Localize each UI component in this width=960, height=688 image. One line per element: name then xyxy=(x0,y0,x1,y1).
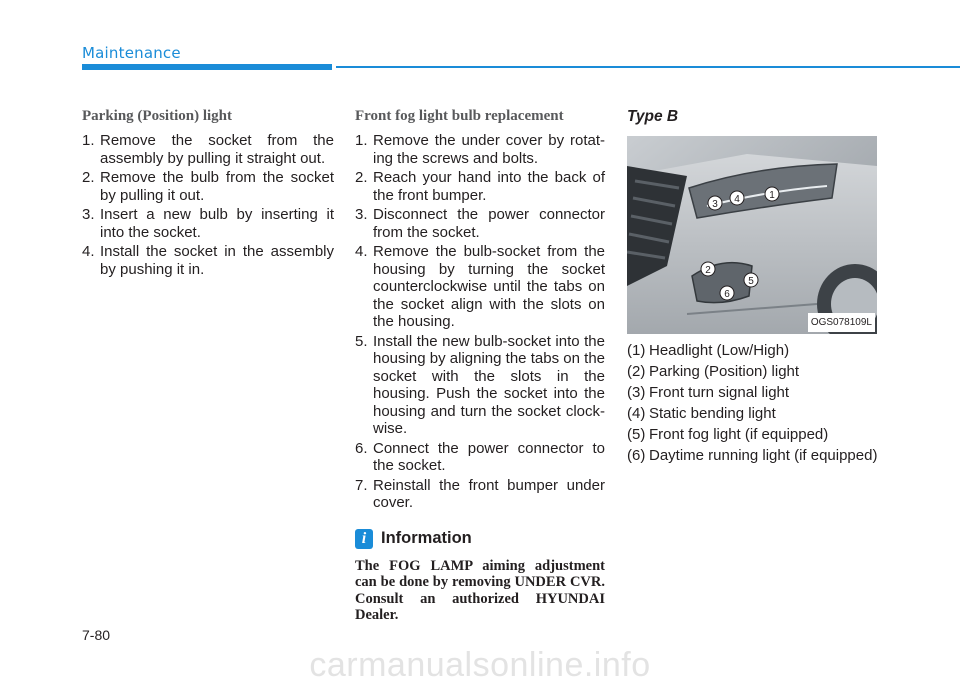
callout-4 xyxy=(730,191,744,205)
callout-2 xyxy=(701,262,715,276)
car-front-illustration xyxy=(627,136,877,334)
legend-number: (6) xyxy=(627,447,646,464)
step-text: Reinstall the front bumper under cover. xyxy=(373,476,605,511)
page-number: 7-80 xyxy=(82,627,111,643)
information-header xyxy=(355,528,605,550)
legend-text: Daytime running light (if equipped) xyxy=(649,447,878,464)
step-number: 2. xyxy=(355,169,368,186)
section-title: Maintenance xyxy=(82,44,181,62)
step-text: Reach your hand into the back of the front bumper. xyxy=(373,169,605,204)
legend-text: Parking (Position) light xyxy=(649,363,800,380)
step-number: 6. xyxy=(355,439,368,457)
column-fog-light xyxy=(355,108,605,624)
callout-1 xyxy=(765,187,779,201)
step-number: 4. xyxy=(82,243,95,260)
legend-number: (1) xyxy=(627,342,646,359)
list-item xyxy=(627,363,887,381)
information-title: Information xyxy=(381,528,472,547)
parking-light-heading: Parking (Position) light xyxy=(82,108,233,124)
list-item xyxy=(82,243,334,278)
step-number: 1. xyxy=(355,132,368,149)
image-code: OGS078109L xyxy=(808,313,875,333)
svg-text:5: 5 xyxy=(748,276,754,287)
callout-5 xyxy=(744,273,758,287)
list-item xyxy=(355,169,605,204)
step-text: Remove the socket from the assembly by pulling it straight out. xyxy=(100,132,334,167)
callout-3 xyxy=(708,196,722,210)
list-item xyxy=(355,333,605,438)
step-text: Install the new bulb-socket into the housing by aligning the tabs on the socket with the slots in the housing. Push the socket into the housing and turn the socket clock-wise. xyxy=(373,332,605,437)
info-icon: i xyxy=(355,529,373,549)
step-text: Remove the bulb from the socket by pulling it out. xyxy=(100,169,334,204)
fog-light-heading: Front fog light bulb replacement xyxy=(355,108,564,124)
column-parking-light xyxy=(82,108,334,280)
step-number: 4. xyxy=(355,243,368,260)
list-item xyxy=(627,384,887,402)
fog-light-steps xyxy=(355,132,605,512)
step-number: 3. xyxy=(355,206,368,223)
step-number: 3. xyxy=(82,206,95,223)
legend-text: Front fog light (if equipped) xyxy=(649,426,829,443)
parking-light-steps xyxy=(82,132,334,278)
svg-text:2: 2 xyxy=(705,265,711,276)
list-item xyxy=(355,477,605,512)
svg-text:3: 3 xyxy=(712,199,718,210)
list-item xyxy=(627,342,887,360)
column-type-b xyxy=(627,108,887,468)
step-text: Remove the under cover by rotat-ing the screws and bolts. xyxy=(373,132,605,167)
information-body: The FOG LAMP aiming adjustment can be done by removing UNDER CVR. Consult an authorized HYUNDAI Dealer. xyxy=(355,557,605,623)
step-number: 1. xyxy=(82,132,95,149)
step-number: 7. xyxy=(355,476,368,494)
svg-text:6: 6 xyxy=(724,289,730,300)
step-number: 2. xyxy=(82,169,95,186)
svg-text:1: 1 xyxy=(769,190,775,201)
legend-number: (2) xyxy=(627,363,646,380)
legend-text: Static bending light xyxy=(649,405,776,422)
step-text: Insert a new bulb by inserting it into the socket. xyxy=(100,206,334,241)
step-text: Disconnect the power connector from the socket. xyxy=(373,206,605,241)
step-number: 5. xyxy=(355,332,368,350)
legend-text: Headlight (Low/High) xyxy=(649,342,790,359)
callout-6 xyxy=(720,286,734,300)
light-legend xyxy=(627,342,887,465)
list-item xyxy=(355,206,605,241)
type-b-heading: Type B xyxy=(627,108,679,125)
list-item xyxy=(627,426,887,444)
list-item xyxy=(355,440,605,475)
legend-number: (3) xyxy=(627,384,646,401)
step-text: Remove the bulb-socket from the housing by turning the socket counterclockwise until the tabs on the socket align with the slots on the housing. xyxy=(373,243,605,330)
legend-number: (4) xyxy=(627,405,646,422)
svg-text:4: 4 xyxy=(734,194,740,205)
header-rule-thin xyxy=(336,66,960,68)
headlamp-photo xyxy=(627,136,877,334)
list-item xyxy=(82,132,334,167)
list-item xyxy=(355,243,605,331)
step-text: Connect the power connector to the socket. xyxy=(373,439,605,474)
list-item xyxy=(355,132,605,167)
list-item xyxy=(627,447,887,465)
list-item xyxy=(627,405,887,423)
legend-number: (5) xyxy=(627,426,646,443)
legend-text: Front turn signal light xyxy=(649,384,790,401)
watermark: carmanualsonline.info xyxy=(309,646,651,684)
list-item xyxy=(82,206,334,241)
step-text: Install the socket in the assembly by pushing it in. xyxy=(100,243,334,278)
header-rule-thick xyxy=(82,64,332,70)
list-item xyxy=(82,169,334,204)
